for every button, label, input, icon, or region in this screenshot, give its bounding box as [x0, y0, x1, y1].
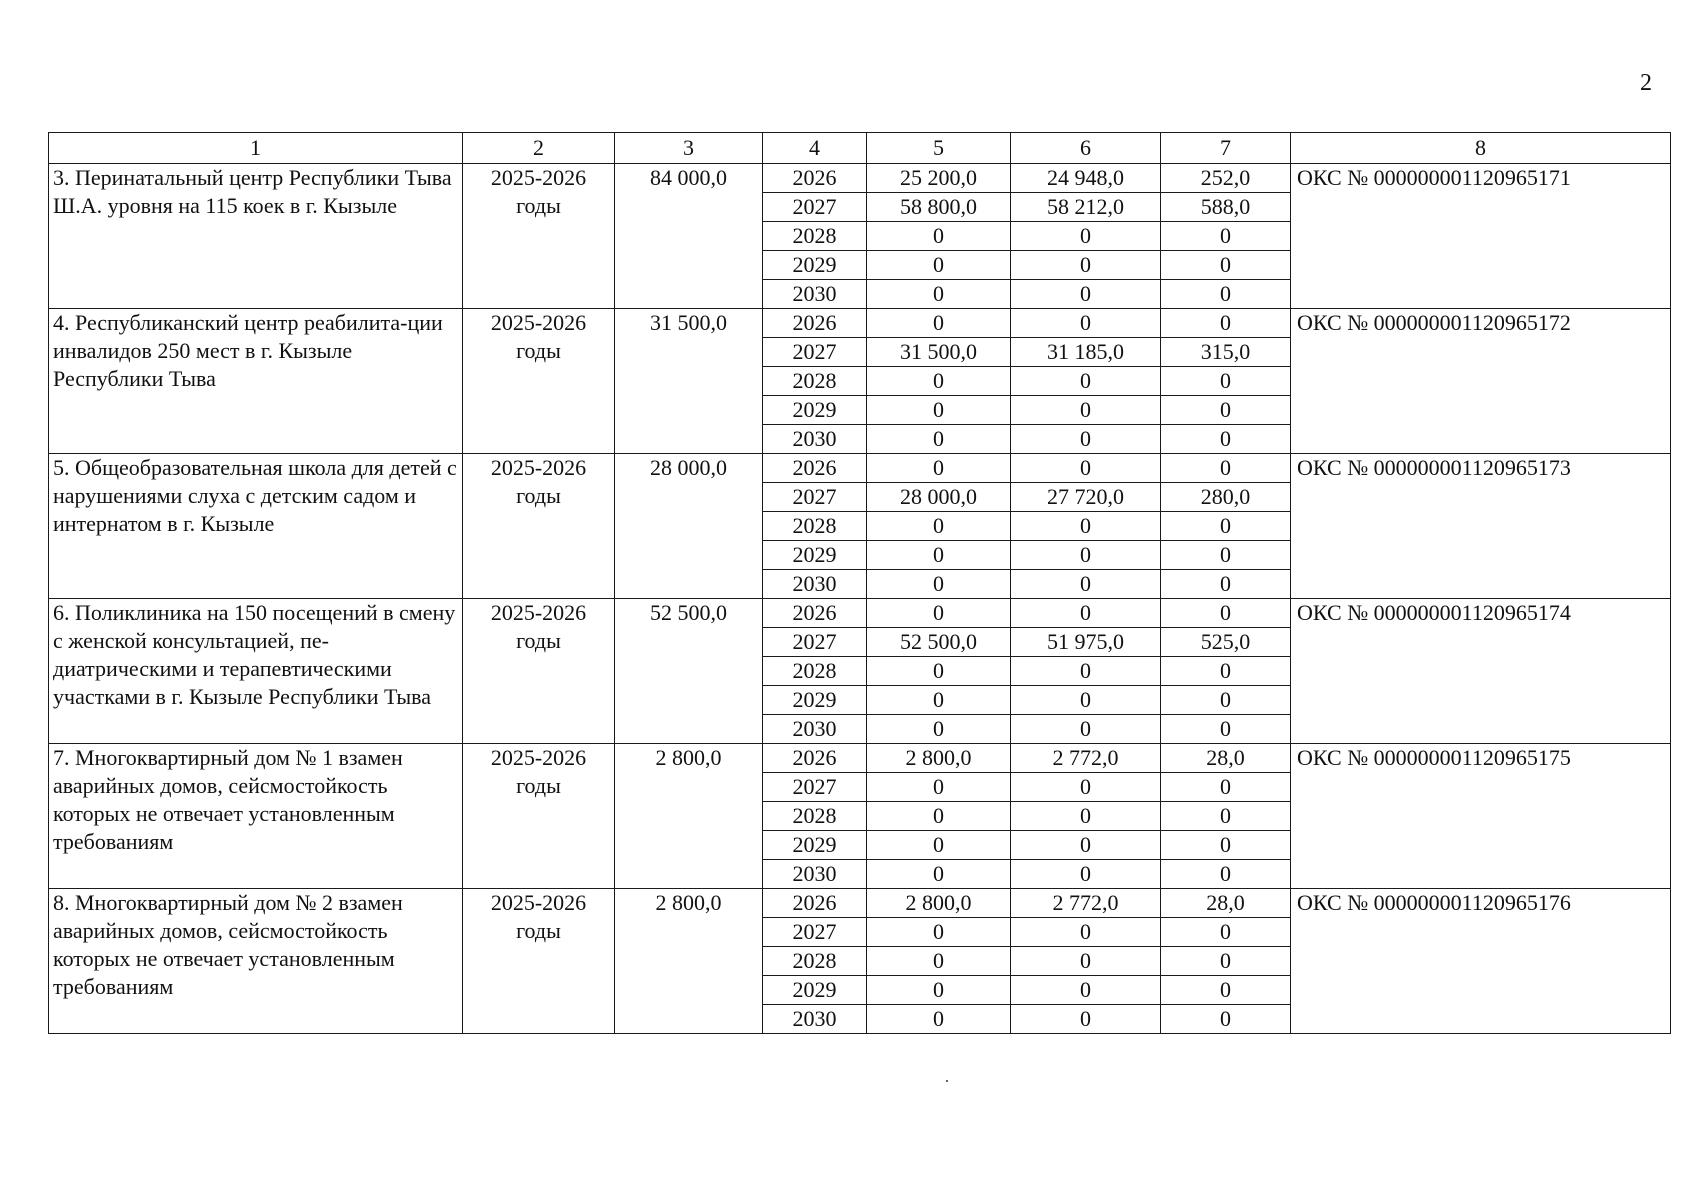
col6-cell: 31 185,0 [1011, 338, 1161, 367]
col5-cell: 0 [867, 976, 1011, 1005]
col5-cell: 0 [867, 309, 1011, 338]
year-cell: 2026 [763, 744, 867, 773]
col6-cell: 0 [1011, 831, 1161, 860]
table-row [49, 889, 1671, 918]
col5-cell: 0 [867, 367, 1011, 396]
year-cell: 2030 [763, 715, 867, 744]
header-cell: 6 [1011, 133, 1161, 164]
oks-number-cell: ОКС № 000000001120965175 [1291, 744, 1671, 889]
header-cell: 7 [1161, 133, 1291, 164]
oks-number-cell: ОКС № 000000001120965172 [1291, 309, 1671, 454]
oks-number-cell: ОКС № 000000001120965174 [1291, 599, 1671, 744]
col7-cell: 0 [1161, 860, 1291, 889]
year-cell: 2028 [763, 947, 867, 976]
year-cell: 2027 [763, 193, 867, 222]
col5-cell: 0 [867, 773, 1011, 802]
year-cell: 2030 [763, 1005, 867, 1034]
col7-cell: 28,0 [1161, 889, 1291, 918]
col7-cell: 0 [1161, 657, 1291, 686]
col5-cell: 0 [867, 396, 1011, 425]
header-cell: 3 [615, 133, 763, 164]
col6-cell: 0 [1011, 309, 1161, 338]
year-cell: 2030 [763, 860, 867, 889]
header-cell: 5 [867, 133, 1011, 164]
col6-cell: 24 948,0 [1011, 164, 1161, 193]
col6-cell: 0 [1011, 570, 1161, 599]
col7-cell: 525,0 [1161, 628, 1291, 657]
col7-cell: 0 [1161, 599, 1291, 628]
col7-cell: 0 [1161, 280, 1291, 309]
total-cell: 31 500,0 [615, 309, 763, 454]
col5-cell: 28 000,0 [867, 483, 1011, 512]
col7-cell: 0 [1161, 918, 1291, 947]
year-cell: 2030 [763, 280, 867, 309]
col6-cell: 0 [1011, 280, 1161, 309]
col6-cell: 0 [1011, 367, 1161, 396]
col6-cell: 0 [1011, 976, 1161, 1005]
period-cell: 2025-2026 годы [463, 454, 615, 599]
col7-cell: 0 [1161, 1005, 1291, 1034]
col5-cell: 0 [867, 222, 1011, 251]
oks-number-cell: ОКС № 000000001120965173 [1291, 454, 1671, 599]
col5-cell: 0 [867, 802, 1011, 831]
table-body [49, 133, 1671, 1034]
col7-cell: 0 [1161, 715, 1291, 744]
col6-cell: 58 212,0 [1011, 193, 1161, 222]
col7-cell: 0 [1161, 425, 1291, 454]
col7-cell: 0 [1161, 309, 1291, 338]
page-number: 2 [1640, 70, 1652, 96]
col7-cell: 0 [1161, 222, 1291, 251]
oks-number-cell: ОКС № 000000001120965171 [1291, 164, 1671, 309]
col6-cell: 0 [1011, 1005, 1161, 1034]
total-cell: 2 800,0 [615, 889, 763, 1034]
col7-cell: 588,0 [1161, 193, 1291, 222]
period-cell: 2025-2026 годы [463, 309, 615, 454]
year-cell: 2030 [763, 570, 867, 599]
col5-cell: 0 [867, 657, 1011, 686]
col7-cell: 0 [1161, 396, 1291, 425]
col7-cell: 315,0 [1161, 338, 1291, 367]
col7-cell: 28,0 [1161, 744, 1291, 773]
year-cell: 2028 [763, 222, 867, 251]
period-cell: 2025-2026 годы [463, 889, 615, 1034]
header-row [49, 133, 1671, 164]
col7-cell: 0 [1161, 773, 1291, 802]
total-cell: 2 800,0 [615, 744, 763, 889]
col5-cell: 2 800,0 [867, 744, 1011, 773]
col7-cell: 0 [1161, 976, 1291, 1005]
year-cell: 2029 [763, 686, 867, 715]
object-name-cell: 3. Перинатальный центр Республики Тыва Ш.А. уровня на 115 коек в г. Кызыле [49, 164, 463, 309]
header-cell: 2 [463, 133, 615, 164]
col5-cell: 0 [867, 715, 1011, 744]
table-row [49, 309, 1671, 338]
col6-cell: 0 [1011, 918, 1161, 947]
col7-cell: 0 [1161, 802, 1291, 831]
table-row [49, 599, 1671, 628]
col6-cell: 0 [1011, 802, 1161, 831]
year-cell: 2026 [763, 164, 867, 193]
col5-cell: 0 [867, 280, 1011, 309]
object-name-cell: 5. Общеобразовательная школа для детей с нарушениями слуха с детским садом и интернатом в г. Кызыле [49, 454, 463, 599]
object-name-cell: 7. Многоквартирный дом № 1 взамен аварийных домов, сейсмостойкость которых не отвечает установленным требованиям [49, 744, 463, 889]
col5-cell: 0 [867, 570, 1011, 599]
col6-cell: 2 772,0 [1011, 744, 1161, 773]
col5-cell: 0 [867, 686, 1011, 715]
col7-cell: 0 [1161, 686, 1291, 715]
col6-cell: 0 [1011, 947, 1161, 976]
col7-cell: 252,0 [1161, 164, 1291, 193]
budget-table [48, 132, 1671, 1034]
year-cell: 2028 [763, 802, 867, 831]
col6-cell: 0 [1011, 686, 1161, 715]
col7-cell: 280,0 [1161, 483, 1291, 512]
table-row [49, 164, 1671, 193]
header-cell: 8 [1291, 133, 1671, 164]
year-cell: 2026 [763, 889, 867, 918]
col7-cell: 0 [1161, 947, 1291, 976]
year-cell: 2026 [763, 599, 867, 628]
year-cell: 2026 [763, 454, 867, 483]
col5-cell: 0 [867, 1005, 1011, 1034]
year-cell: 2027 [763, 338, 867, 367]
col6-cell: 0 [1011, 251, 1161, 280]
col6-cell: 0 [1011, 396, 1161, 425]
col6-cell: 0 [1011, 773, 1161, 802]
col5-cell: 0 [867, 599, 1011, 628]
year-cell: 2029 [763, 396, 867, 425]
col6-cell: 27 720,0 [1011, 483, 1161, 512]
col6-cell: 2 772,0 [1011, 889, 1161, 918]
col5-cell: 0 [867, 918, 1011, 947]
col6-cell: 0 [1011, 454, 1161, 483]
object-name-cell: 6. Поликлиника на 150 посещений в смену с женской консультацией, пе-диатрическими и терапевтическими участками в г. Кызыле Республики Тыва [49, 599, 463, 744]
col6-cell: 0 [1011, 541, 1161, 570]
period-cell: 2025-2026 годы [463, 599, 615, 744]
year-cell: 2027 [763, 628, 867, 657]
col7-cell: 0 [1161, 512, 1291, 541]
period-cell: 2025-2026 годы [463, 744, 615, 889]
col5-cell: 52 500,0 [867, 628, 1011, 657]
col5-cell: 0 [867, 541, 1011, 570]
year-cell: 2027 [763, 773, 867, 802]
year-cell: 2027 [763, 918, 867, 947]
year-cell: 2029 [763, 976, 867, 1005]
col5-cell: 0 [867, 831, 1011, 860]
header-cell: 4 [763, 133, 867, 164]
col5-cell: 0 [867, 860, 1011, 889]
header-cell: 1 [49, 133, 463, 164]
year-cell: 2029 [763, 251, 867, 280]
col5-cell: 0 [867, 947, 1011, 976]
col6-cell: 0 [1011, 860, 1161, 889]
total-cell: 28 000,0 [615, 454, 763, 599]
year-cell: 2027 [763, 483, 867, 512]
year-cell: 2028 [763, 657, 867, 686]
col5-cell: 0 [867, 512, 1011, 541]
object-name-cell: 8. Многоквартирный дом № 2 взамен аварийных домов, сейсмостойкость которых не отвечает установленным требованиям [49, 889, 463, 1034]
col6-cell: 51 975,0 [1011, 628, 1161, 657]
year-cell: 2028 [763, 512, 867, 541]
col7-cell: 0 [1161, 570, 1291, 599]
table-row [49, 744, 1671, 773]
object-name-cell: 4. Республиканский центр реабилита-ции инвалидов 250 мест в г. Кызыле Республики Тыва [49, 309, 463, 454]
col5-cell: 0 [867, 425, 1011, 454]
year-cell: 2030 [763, 425, 867, 454]
year-cell: 2028 [763, 367, 867, 396]
col5-cell: 0 [867, 251, 1011, 280]
col5-cell: 25 200,0 [867, 164, 1011, 193]
total-cell: 84 000,0 [615, 164, 763, 309]
col7-cell: 0 [1161, 831, 1291, 860]
table-row [49, 454, 1671, 483]
year-cell: 2029 [763, 831, 867, 860]
year-cell: 2029 [763, 541, 867, 570]
col5-cell: 2 800,0 [867, 889, 1011, 918]
col6-cell: 0 [1011, 222, 1161, 251]
col7-cell: 0 [1161, 454, 1291, 483]
col6-cell: 0 [1011, 425, 1161, 454]
col6-cell: 0 [1011, 657, 1161, 686]
year-cell: 2026 [763, 309, 867, 338]
scan-dot [946, 1080, 948, 1082]
total-cell: 52 500,0 [615, 599, 763, 744]
col5-cell: 0 [867, 454, 1011, 483]
col5-cell: 31 500,0 [867, 338, 1011, 367]
period-cell: 2025-2026 годы [463, 164, 615, 309]
col7-cell: 0 [1161, 251, 1291, 280]
col7-cell: 0 [1161, 367, 1291, 396]
col7-cell: 0 [1161, 541, 1291, 570]
col6-cell: 0 [1011, 599, 1161, 628]
col6-cell: 0 [1011, 512, 1161, 541]
oks-number-cell: ОКС № 000000001120965176 [1291, 889, 1671, 1034]
col5-cell: 58 800,0 [867, 193, 1011, 222]
col6-cell: 0 [1011, 715, 1161, 744]
